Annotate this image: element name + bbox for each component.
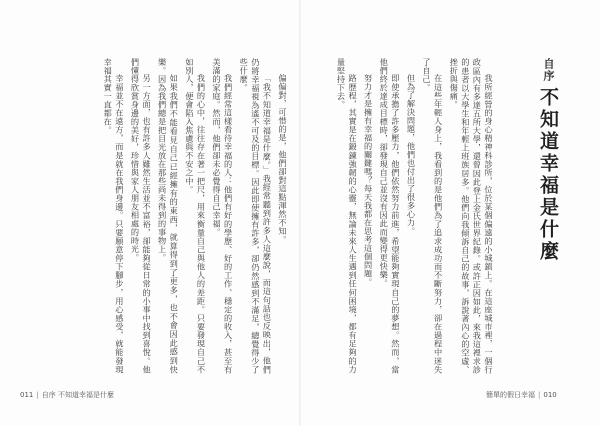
- paragraph: 我們經常這樣看待幸福的人：他們有好的學歷、好的工作、穩定的收入，甚至有美滿的家庭。然而，他們卻未必覺得自己幸福。: [212, 58, 234, 374]
- chapter-title: 不知道幸福是什麼: [537, 87, 559, 264]
- chapter-label: 自序: [41, 391, 56, 399]
- page-number: 011: [20, 391, 34, 399]
- paragraph: 但為了解決問題，他們也付出了很多心力。: [406, 74, 417, 236]
- paragraph: 另一方面，也有許多人雖然生活並不富裕，卻能夠從日常的小事中找到喜悅。他們懂得欣賞身邊的美好，珍惜與家人朋友相處的時光。: [130, 58, 153, 374]
- paragraph: 如果我們不能看見自己已經擁有的東西，就算得到了更多，也不會因此感到快樂。因為我們總是把目光放在那些尚未得到的事物上。: [157, 58, 180, 374]
- paragraph: 我所經營的身心精神科診所，位於某個偏遠的小城鎮上。在這座城市裡，一個行政區內有多達五所大學，還曾因此登上金氏世界紀錄。或許正因如此，來我這裡求診的患者以大學生和年輕上班族居多。他們向我傾訴自己的故事，訴說著內心的空虛、挫折與傷痛。: [449, 58, 494, 374]
- paragraph: 即使承擔了許多壓力，他們依然努力前進，希望能夠實現自己的夢想。然而，當他們終於達成目標時，卻發現自己並沒有因此而變得更快樂。: [379, 58, 401, 374]
- right-page-footer: [486, 390, 557, 400]
- paragraph: 幸福並不在遠方，而是就在我們身邊。只要願意停下腳步，用心感受，就能發現幸福其實一直都在。: [103, 58, 125, 374]
- page-number: 010: [543, 391, 557, 399]
- left-page-footer: [20, 390, 114, 400]
- chapter-label: 自序: [542, 58, 555, 82]
- running-title: 不知道幸福是什麼: [57, 391, 114, 399]
- paragraph: 我們的心中，往往存在著一把尺，用來衡量自己與他人的差距。只要發現自己不如別人，便會陷入焦慮與不安之中。: [184, 58, 207, 374]
- running-title: 簡單的假日幸福: [486, 391, 535, 399]
- folio-separator: |: [538, 391, 541, 399]
- paragraph: 「我不知道幸福是什麼。」我經常聽到許多人這麼說，而這句話也反映出，他們仍將幸福視為遙不可及的目標。因此即使擁有許多，卻仍然感到不滿足，總覺得少了些什麼。: [239, 58, 273, 374]
- paragraph: 努力才是擁有幸福的關鍵嗎？每天我都在思考這個問題。: [363, 74, 374, 287]
- paragraph: 偏偏對，可惜的是，他們卻對這點渾然不知。: [278, 74, 288, 245]
- right-page-body-text: [324, 58, 494, 374]
- chapter-heading: [502, 58, 562, 318]
- paragraph: 路歷程，其實是在鍛鍊強韌的心靈，無論未來人生遇到任何困境，都有足夠的力量堅持下去。: [336, 58, 359, 374]
- folio-separator: |: [36, 391, 39, 399]
- paragraph: 在這些年輕人身上，我看到的是他們為了追求成功而不斷努力，卻在過程中迷失了自己。: [422, 58, 444, 374]
- left-page-body-text: [36, 58, 288, 374]
